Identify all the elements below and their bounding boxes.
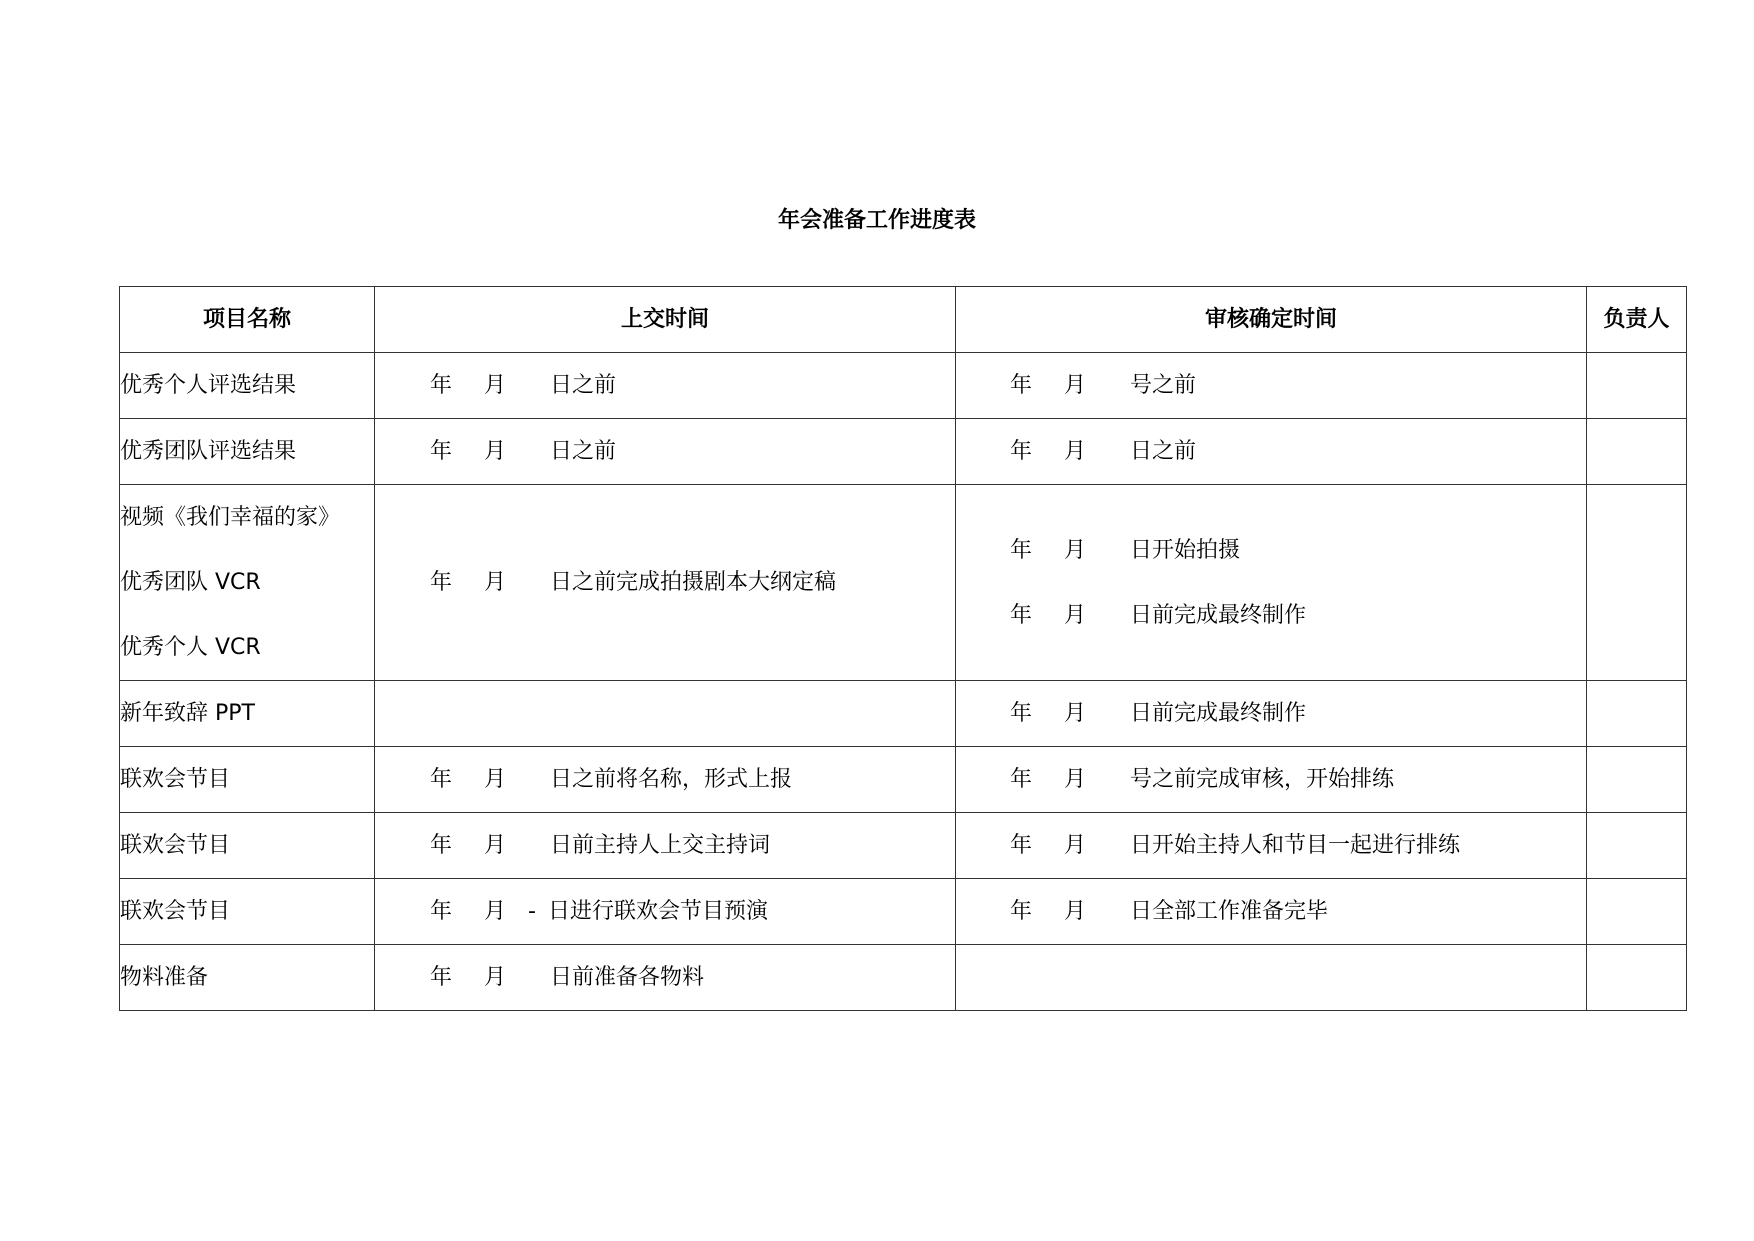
submit-date-line	[375, 963, 955, 993]
review-date-line	[956, 437, 1586, 467]
header-review-time: 审核确定时间	[956, 287, 1587, 353]
submit-time-cell	[375, 813, 956, 879]
item-name: 联欢会节目	[120, 898, 231, 924]
item-name-cell	[120, 945, 375, 1011]
review-text: 日前完成最终制作	[1130, 700, 1307, 726]
submit-text: 日之前	[550, 438, 617, 464]
submit-text: 日之前完成拍摄剧本大纲定稿	[550, 569, 837, 595]
review-date-line	[956, 831, 1586, 861]
header-owner: 负责人	[1587, 287, 1687, 353]
submit-text: 日进行联欢会节目预演	[548, 898, 769, 924]
month-unit: 月	[1064, 832, 1087, 858]
review-date-line	[956, 371, 1586, 401]
submit-date-line	[375, 568, 955, 598]
submit-date-line	[375, 371, 955, 401]
item-name: 新年致辞 PPT	[120, 700, 255, 726]
submit-text: 日前准备各物料	[550, 964, 705, 990]
month-unit: 月	[484, 898, 507, 924]
submit-time-cell	[375, 879, 956, 945]
item-name-cell	[120, 879, 375, 945]
review-date-line	[956, 518, 1586, 583]
review-time-cell	[956, 945, 1587, 1011]
year-unit: 年	[430, 898, 453, 924]
progress-table	[119, 286, 1687, 1011]
review-text: 号之前	[1130, 372, 1197, 398]
item-name: 物料准备	[120, 964, 209, 990]
month-unit: 月	[484, 832, 507, 858]
submit-text: 日前主持人上交主持词	[550, 832, 771, 858]
review-text: 号之前完成审核，开始排练	[1130, 766, 1395, 792]
year-unit: 年	[1010, 537, 1033, 563]
item-name: 优秀个人 VCR	[120, 635, 261, 660]
year-unit: 年	[1010, 438, 1033, 464]
month-unit: 月	[1064, 602, 1087, 628]
item-name-cell	[120, 353, 375, 419]
review-date-line	[956, 765, 1586, 795]
item-name: 优秀团队评选结果	[120, 438, 297, 464]
owner-cell	[1587, 353, 1687, 419]
review-time-cell	[956, 879, 1587, 945]
item-name-cell	[120, 747, 375, 813]
submit-text: 日之前将名称，形式上报	[550, 766, 793, 792]
year-unit: 年	[1010, 832, 1033, 858]
review-date-line	[956, 583, 1586, 648]
review-time-cell	[956, 419, 1587, 485]
date-range-separator: -	[528, 898, 536, 924]
item-name: 优秀团队 VCR	[120, 570, 261, 595]
year-unit: 年	[430, 372, 453, 398]
month-unit: 月	[484, 569, 507, 595]
submit-time-cell	[375, 485, 956, 681]
review-time-cell	[956, 813, 1587, 879]
year-unit: 年	[430, 766, 453, 792]
submit-time-cell	[375, 945, 956, 1011]
review-text: 日前完成最终制作	[1130, 602, 1307, 628]
submit-time-cell	[375, 747, 956, 813]
owner-cell	[1587, 879, 1687, 945]
year-unit: 年	[1010, 766, 1033, 792]
item-name-cell	[120, 681, 375, 747]
review-text: 日全部工作准备完毕	[1130, 898, 1329, 924]
item-name: 优秀个人评选结果	[120, 372, 297, 398]
year-unit: 年	[430, 832, 453, 858]
submit-time-cell	[375, 681, 956, 747]
month-unit: 月	[1064, 898, 1087, 924]
document-title: 年会准备工作进度表	[777, 208, 976, 233]
table-body	[120, 353, 1687, 1011]
submit-date-line	[375, 897, 955, 927]
review-time-cell	[956, 681, 1587, 747]
table-row	[120, 485, 1687, 681]
table-row	[120, 879, 1687, 945]
submit-date-line	[375, 765, 955, 795]
item-name: 联欢会节目	[120, 832, 231, 858]
year-unit: 年	[430, 569, 453, 595]
review-date-line	[956, 897, 1586, 927]
month-unit: 月	[1064, 372, 1087, 398]
year-unit: 年	[1010, 602, 1033, 628]
review-text: 日开始主持人和节目一起进行排练	[1130, 832, 1461, 858]
submit-time-cell	[375, 353, 956, 419]
item-name-cell	[120, 485, 375, 681]
submit-text: 日之前	[550, 372, 617, 398]
month-unit: 月	[1064, 537, 1087, 563]
year-unit: 年	[1010, 898, 1033, 924]
month-unit: 月	[484, 438, 507, 464]
header-row	[120, 287, 1687, 353]
year-unit: 年	[1010, 372, 1033, 398]
submit-time-cell	[375, 419, 956, 485]
item-name-cell	[120, 813, 375, 879]
header-submit-time: 上交时间	[375, 287, 956, 353]
month-unit: 月	[484, 372, 507, 398]
owner-cell	[1587, 747, 1687, 813]
table-row	[120, 747, 1687, 813]
month-unit: 月	[1064, 766, 1087, 792]
review-date-line	[956, 699, 1586, 729]
owner-cell	[1587, 419, 1687, 485]
owner-cell	[1587, 485, 1687, 681]
year-unit: 年	[430, 438, 453, 464]
review-time-cell	[956, 485, 1587, 681]
header-item: 项目名称	[120, 287, 375, 353]
table-row	[120, 945, 1687, 1011]
review-text: 日之前	[1130, 438, 1197, 464]
review-text: 日开始拍摄	[1130, 537, 1241, 563]
month-unit: 月	[484, 766, 507, 792]
year-unit: 年	[430, 964, 453, 990]
owner-cell	[1587, 681, 1687, 747]
submit-date-line	[375, 437, 955, 467]
month-unit: 月	[1064, 700, 1087, 726]
table-row	[120, 353, 1687, 419]
review-time-cell	[956, 353, 1587, 419]
item-name-cell	[120, 419, 375, 485]
table-row	[120, 681, 1687, 747]
table-row	[120, 419, 1687, 485]
item-name: 联欢会节目	[120, 766, 231, 792]
submit-date-line	[375, 831, 955, 861]
month-unit: 月	[484, 964, 507, 990]
owner-cell	[1587, 813, 1687, 879]
year-unit: 年	[1010, 700, 1033, 726]
review-time-cell	[956, 747, 1587, 813]
table-row	[120, 813, 1687, 879]
owner-cell	[1587, 945, 1687, 1011]
month-unit: 月	[1064, 438, 1087, 464]
item-name: 视频《我们幸福的家》	[120, 505, 341, 530]
